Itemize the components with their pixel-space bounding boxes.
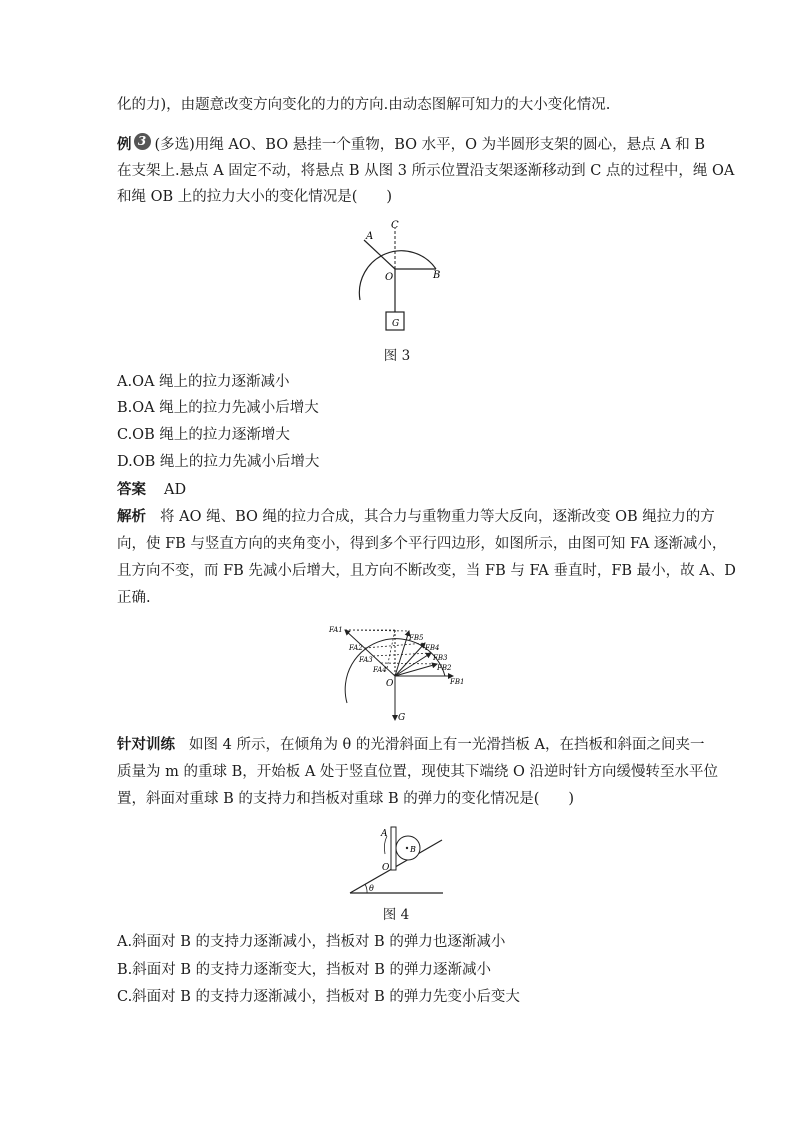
- dashed-parallel-3: [381, 663, 437, 664]
- option-3-b: B.OA 绳上的拉力先减小后增大: [117, 400, 319, 416]
- example-3-line-1: [117, 135, 705, 155]
- label-fb5: FB5: [409, 634, 424, 642]
- rope-oa: [364, 240, 395, 269]
- training-line-3: 置，斜面对重球 B 的支持力和挡板对重球 B 的弹力的变化情况是( ): [117, 791, 575, 807]
- label-g: G: [392, 319, 400, 329]
- figure-3-caption: 图 3: [383, 348, 411, 364]
- label-a-fig4: A: [381, 829, 388, 839]
- dashed-fa4: [387, 630, 395, 668]
- option-training-b: B.斜面对 B 的支持力逐渐变大，挡板对 B 的弹力逐渐减小: [117, 962, 492, 978]
- figure-4-caption: 图 4: [382, 907, 410, 923]
- example-badge: [117, 135, 155, 155]
- label-c: C: [391, 220, 399, 231]
- label-theta: θ: [369, 884, 374, 893]
- training-label: 针对训练: [117, 736, 175, 753]
- training-line-2: 质量为 m 的重球 B，开始板 A 处于竖直位置，现使其下端绕 O 沿逆时针方向缓慢转至水平位: [117, 764, 719, 780]
- option-training-a: A.斜面对 B 的支持力逐渐减小，挡板对 B 的弹力也逐渐减小: [117, 934, 506, 950]
- analysis-label: 解析: [117, 508, 146, 525]
- analysis-line-3: 且方向不变，而 FB 先减小后增大，且方向不断改变，当 FB 与 FA 垂直时，FB 最小，故 A、D: [117, 563, 736, 579]
- answer-line: [117, 480, 186, 500]
- label-o-fig4: O: [382, 863, 390, 873]
- ball-center: [406, 847, 408, 849]
- label-g-force: G: [398, 713, 406, 723]
- fb2-vector: [395, 664, 437, 676]
- force-diagram: [325, 618, 475, 726]
- label-fb2: FB2: [437, 664, 452, 672]
- answer-label: 答案: [117, 481, 146, 498]
- label-fa1: FA1: [329, 626, 343, 634]
- training-text-1: 如图 4 所示，在倾角为 θ 的光滑斜面上有一光滑挡板 A，在挡板和斜面之间夹一: [189, 737, 705, 753]
- semicircle-support: [359, 251, 436, 300]
- analysis-line-4: 正确.: [117, 590, 151, 606]
- option-3-a: A.OA 绳上的拉力逐渐减小: [117, 374, 290, 390]
- label-b: B: [433, 270, 441, 281]
- example-number: 3: [134, 133, 151, 150]
- label-fb4: FB4: [425, 644, 440, 652]
- figure-3-diagram: [340, 218, 460, 343]
- fb5-vector: [395, 631, 409, 676]
- option-training-c: C.斜面对 B 的支持力逐渐减小，挡板对 B 的弹力先变小后变大: [117, 989, 520, 1005]
- analysis-line-1: [117, 507, 715, 527]
- analysis-text-1: 将 AO 绳、BO 绳的拉力合成，其合力与重物重力等大反向，逐渐改变 OB 绳拉力的方: [160, 509, 715, 525]
- fa1-vector: [345, 630, 395, 676]
- label-b-fig4: B: [410, 845, 416, 854]
- label-fa3: FA3: [359, 656, 373, 664]
- label-a: A: [366, 231, 374, 242]
- example-label: 例: [117, 136, 132, 153]
- training-line-1: [117, 735, 704, 755]
- label-fa2: FA2: [349, 644, 363, 652]
- label-fb1: FB1: [450, 678, 465, 686]
- answer-value: AD: [164, 482, 187, 498]
- option-3-d: D.OB 绳上的拉力先减小后增大: [117, 454, 320, 470]
- example-3-question-line-1: (多选)用绳 AO、BO 悬挂一个重物，BO 水平，O 为半圆形支架的圆心，悬点 A 和 B: [154, 137, 706, 153]
- label-o-force: O: [386, 679, 394, 689]
- figure-4-diagram: [345, 818, 450, 898]
- example-3-question-line-3: 和绳 OB 上的拉力大小的变化情况是( ): [117, 189, 393, 205]
- intro-text: 化的力)，由题意改变方向变化的力的方向.由动态图解可知力的大小变化情况.: [117, 97, 611, 113]
- label-fb3: FB3: [433, 654, 448, 662]
- label-fa4: FA4: [373, 666, 387, 674]
- example-3-question-line-2: 在支架上.悬点 A 固定不动，将悬点 B 从图 3 所示位置沿支架逐渐移动到 C 点的过程中，绳 OA: [117, 163, 735, 179]
- theta-arc: [365, 884, 367, 893]
- label-o: O: [385, 272, 394, 283]
- analysis-line-2: 向，使 FB 与竖直方向的夹角变小，得到多个平行四边形，如图所示，由图可知 FA 逐渐减小，: [117, 536, 727, 552]
- baffle-plate: [391, 827, 396, 870]
- option-3-c: C.OB 绳上的拉力逐渐增大: [117, 427, 290, 443]
